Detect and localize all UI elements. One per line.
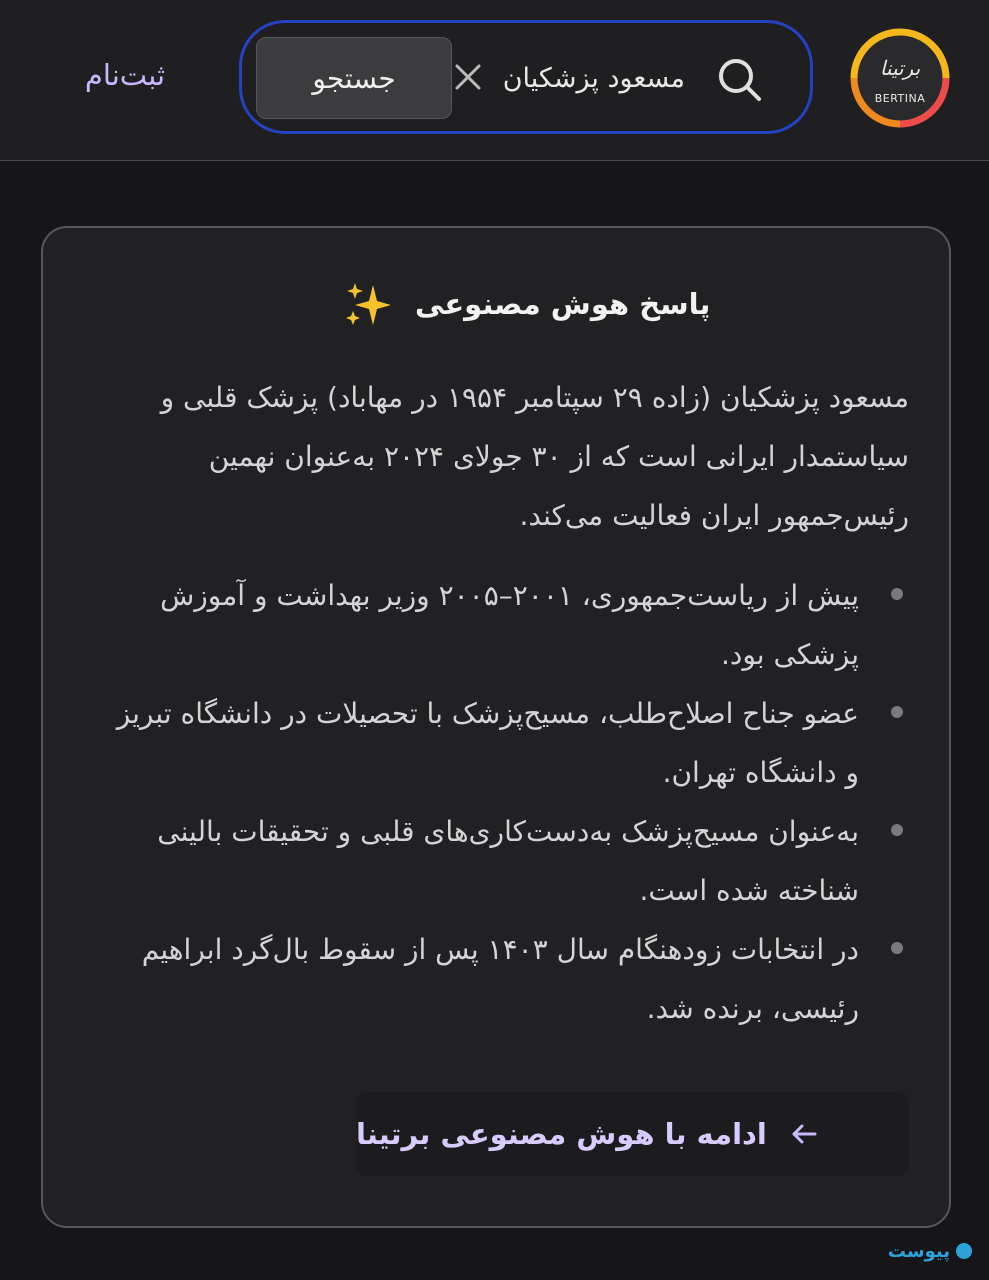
answer-bullets — [99, 566, 909, 1038]
signup-link[interactable]: ثبت‌نام — [84, 58, 166, 92]
list-item — [99, 802, 909, 920]
list-item-text: عضو جناح اصلاح‌طلب، مسیح‌پزشک با تحصیلات در دانشگاه تبریز و دانشگاه تهران. — [116, 697, 859, 789]
bullet-dot — [891, 942, 903, 954]
watermark — [868, 1236, 972, 1266]
list-item — [99, 920, 909, 1038]
watermark-logo-icon — [956, 1243, 972, 1259]
logo-text-en: BERTINA — [874, 92, 926, 105]
arrow-left-icon — [789, 1119, 819, 1149]
watermark-text: پیوست — [887, 1240, 950, 1262]
search-icon[interactable] — [714, 54, 764, 104]
answer-summary: مسعود پزشکیان (زاده ۲۹ سپتامبر ۱۹۵۴ در مهاباد) پزشک قلبی و سیاستمدار ایرانی است که از ۳۰ جولای ۲۰۲۴ به‌عنوان نهمین رئیس‌جمهور ایران فعالیت می‌کند. — [160, 381, 909, 532]
close-icon[interactable] — [451, 60, 485, 94]
ai-answer-card — [41, 226, 951, 1228]
bullet-dot — [891, 706, 903, 718]
sparkle-icon — [343, 279, 393, 329]
search-button[interactable]: جستجو — [256, 37, 452, 119]
list-item-text: در انتخابات زودهنگام سال ۱۴۰۳ پس از سقوط بال‌گرد ابراهیم رئیسی، برنده شد. — [141, 933, 859, 1025]
card-title: پاسخ هوش مصنوعی — [415, 287, 711, 321]
list-item — [99, 566, 909, 684]
bertina-logo[interactable] — [848, 26, 952, 130]
logo-text-fa: برتینا — [879, 56, 921, 80]
header — [0, 0, 989, 161]
continue-with-ai-button[interactable] — [356, 1092, 909, 1176]
bullet-dot — [891, 588, 903, 600]
search-input[interactable] — [455, 50, 685, 106]
continue-label: ادامه با هوش مصنوعی برتینا — [356, 1117, 767, 1151]
card-heading — [343, 280, 909, 328]
bullet-dot — [891, 824, 903, 836]
list-item-text: پیش از ریاست‌جمهوری، ۲۰۰۱–۲۰۰۵ وزیر بهداشت و آموزش پزشکی بود. — [160, 579, 859, 671]
list-item — [99, 684, 909, 802]
list-item-text: به‌عنوان مسیح‌پزشک به‌دست‌کاری‌های قلبی و تحقیقات بالینی شناخته شده است. — [157, 815, 859, 907]
